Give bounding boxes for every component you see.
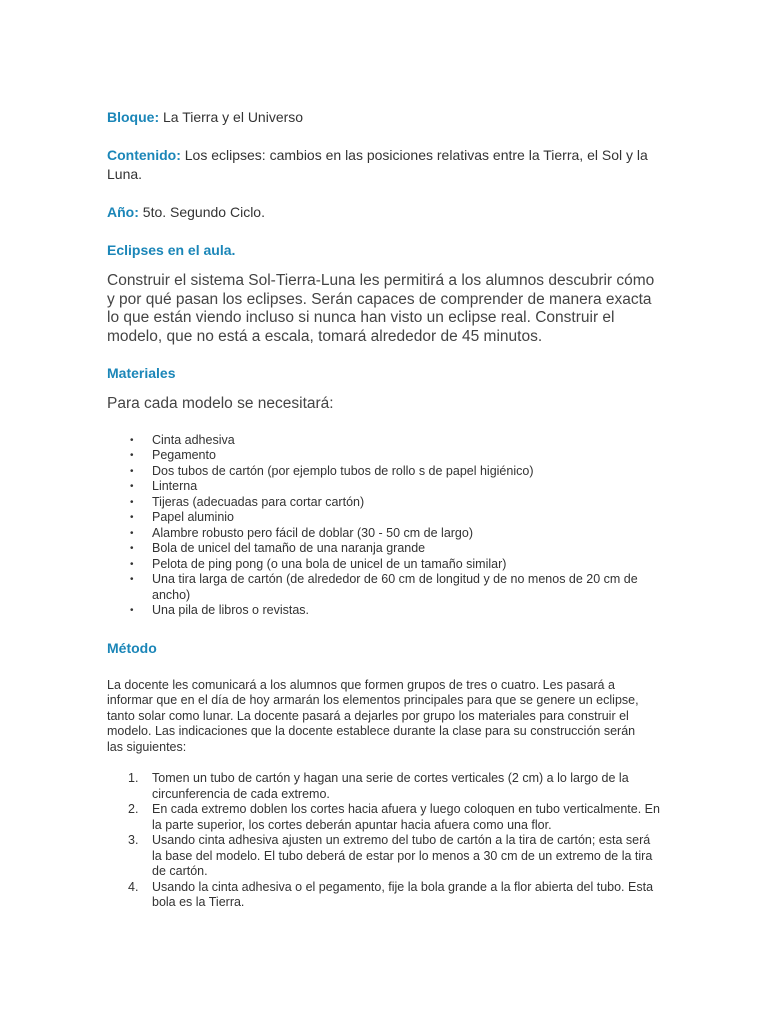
list-item: • Papel aluminio bbox=[130, 510, 234, 524]
bullet-icon: • bbox=[130, 605, 134, 616]
contenido-label: Contenido: bbox=[107, 147, 181, 163]
bullet-icon: • bbox=[130, 450, 134, 461]
list-item: • Linterna bbox=[130, 479, 198, 493]
materiales-list bbox=[107, 433, 655, 619]
metodo-title: Método bbox=[107, 639, 157, 656]
bullet-icon: • bbox=[130, 574, 134, 585]
list-item: • Cinta adhesiva bbox=[130, 432, 235, 447]
list-item: 3. Usando cinta adhesiva ajusten un extremo del tubo de cartón a la tira de cartón; esta será la base del modelo. El tubo deberá de estar por lo menos a 30 cm de un extremo de la tira de cartón. bbox=[128, 833, 653, 878]
contenido-value: Los eclipses: cambios en las posiciones relativas entre la Tierra, el Sol y la Luna. bbox=[107, 147, 648, 182]
list-item: 1. Tomen un tubo de cartón y hagan una serie de cortes verticales (2 cm) a lo largo de la circunferencia de cada extremo. bbox=[128, 771, 629, 801]
list-item: 4. Usando la cinta adhesiva o el pegamento, fije la bola grande a la flor abierta del tubo. Esta bola es la Tierra. bbox=[128, 879, 654, 909]
list-item: • Una tira larga de cartón (de alrededor de 60 cm de longitud y de no menos de 20 cm de ancho) bbox=[130, 572, 638, 602]
bullet-icon: • bbox=[130, 496, 134, 508]
bullet-icon: • bbox=[130, 434, 134, 446]
bullet-icon: • bbox=[130, 558, 134, 570]
list-item: • Dos tubos de cartón (por ejemplo tubos de rollo s de papel higiénico) bbox=[130, 463, 534, 478]
bloque-value: La Tierra y el Universo bbox=[163, 109, 304, 125]
bullet-icon: • bbox=[130, 465, 134, 477]
bloque-line bbox=[107, 108, 655, 127]
list-item: • Tijeras (adecuadas para cortar cartón) bbox=[130, 494, 365, 509]
list-item: • Una pila de libros o revistas. bbox=[130, 603, 310, 617]
bullet-icon: • bbox=[130, 481, 134, 492]
bullet-icon: • bbox=[130, 543, 134, 554]
list-item: • Pelota de ping pong (o una bola de unicel de un tamaño similar) bbox=[130, 556, 507, 571]
metodo-steps bbox=[107, 771, 660, 911]
eclipses-title: Eclipses en el aula. bbox=[107, 242, 236, 258]
anio-label: Año: bbox=[107, 204, 139, 220]
eclipses-paragraph: Construir el sistema Sol-Tierra-Luna les permitirá a los alumnos descubrir cómo y por qué pasan los eclipses. Serán capaces de comprender de manera exacta lo que están viendo incluso si nunca han visto un eclipse real. Construir el modelo, que no está a escala, tomará alrededor de 45 minutos. bbox=[107, 272, 655, 345]
list-item: • Alambre robusto pero fácil de doblar (30 - 50 cm de largo) bbox=[130, 525, 473, 540]
anio-value: 5to. Segundo Ciclo. bbox=[142, 204, 265, 220]
contenido-line bbox=[107, 146, 655, 184]
list-item: • Pegamento bbox=[130, 448, 216, 462]
anio-line bbox=[107, 203, 655, 222]
list-item: 2. En cada extremo doblen los cortes hacia afuera y luego coloquen en tubo verticalmente. En la parte superior, los cortes deberán apuntar hacia afuera como una flor. bbox=[128, 802, 660, 832]
document-page bbox=[107, 108, 660, 911]
materiales-title: Materiales bbox=[107, 365, 176, 381]
metodo-paragraph: La docente les comunicará a los alumnos que formen grupos de tres o cuatro. Les pasará a informar que en el día de hoy armarán los elementos principales para que se genere un eclipse, tanto solar como lunar. La docente pasará a dejarles por grupo los materiales para construir el modelo. Las indicaciones que la docente establece durante la clase para su construcción serán las siguientes: bbox=[107, 677, 639, 754]
bloque-label: Bloque: bbox=[107, 109, 160, 125]
list-item: • Bola de unicel del tamaño de una naranja grande bbox=[130, 541, 426, 555]
materiales-intro: Para cada modelo se necesitará: bbox=[107, 395, 334, 412]
bullet-icon: • bbox=[130, 527, 134, 539]
bullet-icon: • bbox=[130, 512, 134, 523]
